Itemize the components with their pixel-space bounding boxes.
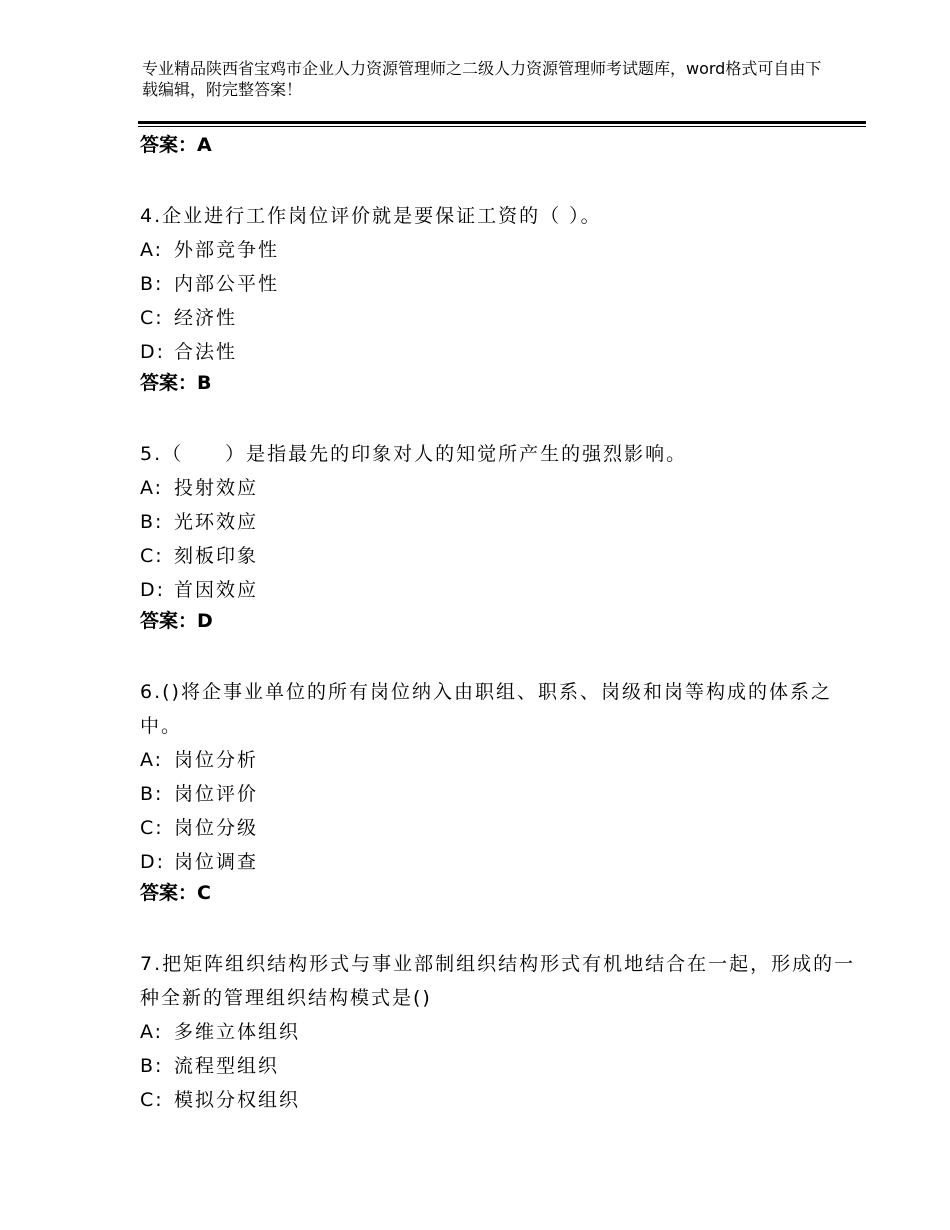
option-letter: A: [140, 477, 164, 499]
option-b [140, 1049, 860, 1083]
question-text: 5.（ ）是指最先的印象对人的知觉所产生的强烈影响。 [140, 443, 688, 465]
option-letter: D: [140, 341, 166, 363]
option-letter: B: [140, 511, 164, 533]
option-d [140, 335, 860, 369]
option-a [140, 743, 860, 777]
option-b [140, 267, 860, 301]
option-text: 投射效应 [174, 477, 259, 499]
document-header: 专业精品陕西省宝鸡市企业人力资源管理师之二级人力资源管理师考试题库，word格式可自由下载编辑，附完整答案！ [142, 59, 822, 99]
header-divider-thin [138, 126, 866, 127]
option-letter: A: [140, 749, 164, 771]
option-c [140, 811, 860, 845]
option-text: 多维立体组织 [174, 1021, 301, 1043]
option-c [140, 1083, 860, 1117]
question-list [140, 129, 860, 1117]
answer-label: 答案：B [140, 372, 212, 394]
option-text: 内部公平性 [174, 273, 280, 295]
question-5 [140, 437, 860, 635]
option-text: 流程型组织 [174, 1055, 280, 1077]
question-7 [140, 947, 860, 1117]
option-letter: D: [140, 851, 166, 873]
question-4 [140, 199, 860, 397]
answer-label: 答案：C [140, 882, 211, 904]
option-text: 岗位分析 [174, 749, 259, 771]
option-text: 刻板印象 [174, 545, 259, 567]
option-text: 经济性 [174, 307, 238, 329]
question-text: 7.把矩阵组织结构形式与事业部制组织结构形式有机地结合在一起，形成的一种全新的管理组织结构模式是() [140, 953, 856, 1009]
answer-label: 答案：D [140, 610, 213, 632]
option-text: 岗位分级 [174, 817, 259, 839]
question-6 [140, 675, 860, 907]
option-letter: D: [140, 579, 166, 601]
option-letter: C: [140, 1089, 164, 1111]
option-letter: B: [140, 783, 164, 805]
option-b [140, 505, 860, 539]
option-text: 岗位评价 [174, 783, 259, 805]
option-letter: B: [140, 1055, 164, 1077]
header-divider-thick [138, 121, 866, 124]
option-text: 首因效应 [174, 579, 259, 601]
option-a [140, 471, 860, 505]
option-d [140, 845, 860, 879]
option-letter: C: [140, 817, 164, 839]
option-text: 外部竞争性 [174, 239, 280, 261]
option-c [140, 301, 860, 335]
option-a [140, 233, 860, 267]
option-letter: C: [140, 545, 164, 567]
option-letter: A: [140, 1021, 164, 1043]
option-b [140, 777, 860, 811]
option-c [140, 539, 860, 573]
question-text: 6.()将企事业单位的所有岗位纳入由职组、职系、岗级和岗等构成的体系之中。 [140, 681, 832, 737]
option-text: 模拟分权组织 [174, 1089, 301, 1111]
question-text: 4.企业进行工作岗位评价就是要保证工资的（ ）。 [140, 205, 602, 227]
option-letter: C: [140, 307, 164, 329]
option-text: 合法性 [174, 341, 238, 363]
option-d [140, 573, 860, 607]
option-text: 光环效应 [174, 511, 259, 533]
option-text: 岗位调查 [174, 851, 259, 873]
option-a [140, 1015, 860, 1049]
option-letter: A: [140, 239, 164, 261]
option-letter: B: [140, 273, 164, 295]
answer-label: 答案：A [140, 134, 212, 156]
